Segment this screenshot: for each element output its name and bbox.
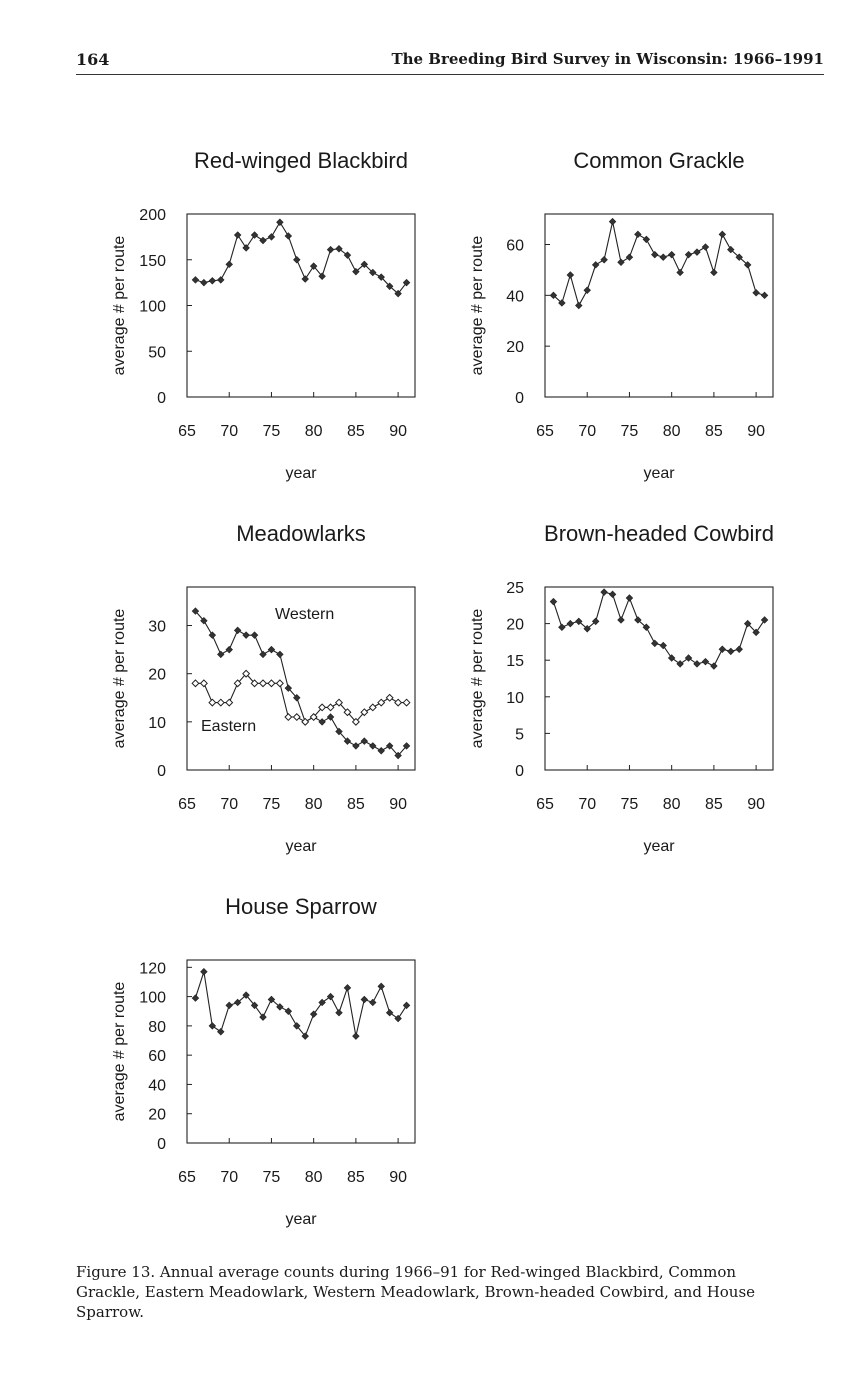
figure-caption: Figure 13. Annual average counts during 1966–91 for Red-winged Blackbird, Common Grackle, Eastern Meadowlark, Western Meadowlark, Brown-headed Cowbird, and House Sparrow. bbox=[76, 1263, 756, 1321]
data-point bbox=[711, 663, 718, 670]
page-header bbox=[76, 48, 824, 75]
x-tick-label: 80 bbox=[662, 796, 681, 813]
y-tick-label: 40 bbox=[506, 288, 524, 306]
x-tick-label: 75 bbox=[620, 423, 639, 440]
common-grackle-chart bbox=[458, 140, 798, 485]
y-tick-label: 150 bbox=[139, 252, 166, 270]
y-tick-label: 20 bbox=[148, 1106, 166, 1124]
data-point bbox=[209, 632, 216, 639]
running-head: The Breeding Bird Survey in Wisconsin: 1966–1991 bbox=[391, 50, 824, 68]
data-point bbox=[293, 714, 300, 721]
data-point bbox=[753, 289, 760, 296]
data-point bbox=[209, 1023, 216, 1030]
x-tick-label: 65 bbox=[178, 796, 196, 813]
data-point bbox=[694, 661, 701, 668]
chart-title: Red-winged Blackbird bbox=[194, 148, 408, 173]
y-tick-label: 0 bbox=[157, 763, 166, 780]
x-tick-label: 90 bbox=[389, 1169, 408, 1186]
data-point bbox=[378, 983, 385, 990]
data-point bbox=[651, 251, 658, 258]
data-point bbox=[201, 279, 208, 286]
data-point bbox=[550, 598, 557, 605]
meadowlarks-chart bbox=[100, 513, 440, 858]
data-point bbox=[277, 651, 284, 658]
data-point bbox=[685, 251, 692, 258]
y-axis-label: average # per route bbox=[111, 608, 128, 749]
data-point bbox=[192, 995, 199, 1002]
x-tick-label: 90 bbox=[747, 796, 766, 813]
x-axis-label: year bbox=[285, 1211, 317, 1228]
house-sparrow-chart bbox=[100, 886, 440, 1231]
data-point bbox=[327, 704, 334, 711]
x-tick-label: 85 bbox=[346, 796, 365, 813]
data-point bbox=[277, 219, 284, 226]
y-tick-label: 60 bbox=[148, 1048, 166, 1066]
data-point bbox=[327, 714, 334, 721]
data-point bbox=[336, 1009, 343, 1016]
data-point bbox=[260, 651, 267, 658]
x-tick-label: 90 bbox=[389, 796, 408, 813]
x-tick-label: 70 bbox=[578, 796, 597, 813]
y-tick-label: 10 bbox=[506, 689, 524, 707]
x-axis-label: year bbox=[285, 465, 317, 482]
data-point bbox=[601, 589, 608, 596]
data-point bbox=[201, 968, 208, 975]
data-point bbox=[559, 624, 566, 631]
x-tick-label: 90 bbox=[389, 423, 408, 440]
y-tick-label: 40 bbox=[148, 1077, 166, 1095]
data-point bbox=[719, 646, 726, 653]
data-point bbox=[651, 640, 658, 647]
data-point bbox=[702, 658, 709, 665]
y-tick-label: 20 bbox=[148, 666, 166, 684]
data-point bbox=[677, 269, 684, 276]
data-point bbox=[251, 232, 258, 239]
data-point bbox=[217, 1028, 224, 1035]
data-point bbox=[226, 646, 233, 653]
x-tick-label: 85 bbox=[346, 423, 365, 440]
data-point bbox=[285, 1008, 292, 1015]
data-point bbox=[268, 234, 275, 241]
data-point bbox=[243, 245, 250, 252]
data-point bbox=[226, 261, 233, 268]
y-tick-label: 60 bbox=[506, 237, 524, 255]
y-tick-label: 120 bbox=[139, 960, 166, 978]
page-number: 164 bbox=[76, 50, 110, 69]
x-tick-label: 75 bbox=[262, 1169, 281, 1186]
data-point bbox=[217, 651, 224, 658]
x-axis-label: year bbox=[643, 838, 675, 855]
data-point bbox=[386, 1009, 393, 1016]
y-axis-label: average # per route bbox=[111, 235, 128, 376]
data-point bbox=[618, 617, 625, 624]
data-point bbox=[361, 996, 368, 1003]
x-tick-label: 75 bbox=[262, 796, 281, 813]
y-tick-label: 0 bbox=[157, 390, 166, 407]
series-annotation: Western bbox=[275, 606, 335, 623]
x-axis-label: year bbox=[643, 465, 675, 482]
red-winged-blackbird-chart bbox=[100, 140, 440, 485]
data-point bbox=[609, 591, 616, 598]
y-tick-label: 0 bbox=[515, 763, 524, 780]
series-line bbox=[195, 222, 406, 293]
data-point bbox=[395, 1015, 402, 1022]
data-point bbox=[192, 277, 199, 284]
chart-title: Meadowlarks bbox=[236, 521, 366, 546]
data-point bbox=[685, 655, 692, 662]
y-axis-label: average # per route bbox=[111, 981, 128, 1122]
data-point bbox=[369, 743, 376, 750]
x-tick-label: 65 bbox=[178, 423, 196, 440]
x-axis-label: year bbox=[285, 838, 317, 855]
x-tick-label: 90 bbox=[747, 423, 766, 440]
data-point bbox=[260, 680, 267, 687]
data-point bbox=[226, 1002, 233, 1009]
data-point bbox=[386, 694, 393, 701]
plot-frame bbox=[545, 587, 773, 770]
x-tick-label: 85 bbox=[346, 1169, 365, 1186]
data-point bbox=[268, 646, 275, 653]
data-point bbox=[192, 680, 199, 687]
y-tick-label: 0 bbox=[157, 1136, 166, 1153]
x-tick-label: 80 bbox=[304, 423, 323, 440]
data-point bbox=[668, 251, 675, 258]
brown-headed-cowbird-chart bbox=[458, 513, 798, 858]
chart-title: Brown-headed Cowbird bbox=[544, 521, 774, 546]
data-point bbox=[403, 699, 410, 706]
data-point bbox=[285, 714, 292, 721]
x-tick-label: 65 bbox=[536, 796, 554, 813]
x-tick-label: 75 bbox=[262, 423, 281, 440]
data-point bbox=[277, 680, 284, 687]
x-tick-label: 80 bbox=[662, 423, 681, 440]
y-tick-label: 20 bbox=[506, 339, 524, 357]
y-tick-label: 25 bbox=[506, 580, 524, 597]
y-tick-label: 100 bbox=[139, 298, 166, 316]
data-point bbox=[668, 655, 675, 662]
data-point bbox=[327, 246, 334, 253]
chart-title: Common Grackle bbox=[573, 148, 745, 173]
data-point bbox=[761, 617, 768, 624]
data-point bbox=[302, 276, 309, 283]
data-point bbox=[319, 719, 326, 726]
data-point bbox=[201, 680, 208, 687]
data-point bbox=[719, 231, 726, 238]
data-point bbox=[209, 699, 216, 706]
x-tick-label: 70 bbox=[220, 423, 239, 440]
data-point bbox=[584, 287, 591, 294]
data-point bbox=[626, 595, 633, 602]
data-point bbox=[592, 262, 599, 269]
y-tick-label: 200 bbox=[139, 207, 166, 224]
y-axis-label: average # per route bbox=[469, 608, 486, 749]
data-point bbox=[643, 236, 650, 243]
data-point bbox=[234, 232, 241, 239]
data-point bbox=[702, 244, 709, 251]
data-point bbox=[395, 699, 402, 706]
y-axis-label: average # per route bbox=[469, 235, 486, 376]
y-tick-label: 100 bbox=[139, 989, 166, 1007]
chart-title: House Sparrow bbox=[225, 894, 377, 919]
data-point bbox=[660, 642, 667, 649]
data-point bbox=[761, 292, 768, 299]
data-point bbox=[226, 699, 233, 706]
data-point bbox=[260, 237, 267, 244]
x-tick-label: 65 bbox=[178, 1169, 196, 1186]
data-point bbox=[251, 632, 258, 639]
data-point bbox=[378, 747, 385, 754]
data-point bbox=[711, 269, 718, 276]
data-point bbox=[268, 680, 275, 687]
plot-frame bbox=[187, 214, 415, 397]
data-point bbox=[209, 277, 216, 284]
data-point bbox=[293, 256, 300, 263]
x-tick-label: 70 bbox=[578, 423, 597, 440]
data-point bbox=[626, 254, 633, 261]
data-point bbox=[567, 272, 574, 279]
data-point bbox=[369, 999, 376, 1006]
x-tick-label: 70 bbox=[220, 796, 239, 813]
data-point bbox=[575, 302, 582, 309]
data-point bbox=[609, 218, 616, 225]
data-point bbox=[727, 648, 734, 655]
series-line bbox=[195, 674, 406, 722]
y-tick-label: 0 bbox=[515, 390, 524, 407]
data-point bbox=[344, 985, 351, 992]
y-tick-label: 50 bbox=[148, 344, 166, 362]
y-tick-label: 30 bbox=[148, 618, 166, 636]
data-point bbox=[285, 233, 292, 240]
y-tick-label: 5 bbox=[515, 726, 524, 744]
y-tick-label: 80 bbox=[148, 1018, 166, 1036]
data-point bbox=[353, 1033, 360, 1040]
series-annotation: Eastern bbox=[201, 718, 257, 735]
x-tick-label: 75 bbox=[620, 796, 639, 813]
y-tick-label: 15 bbox=[506, 653, 524, 671]
x-tick-label: 85 bbox=[704, 423, 723, 440]
data-point bbox=[694, 249, 701, 256]
data-point bbox=[302, 719, 309, 726]
data-point bbox=[353, 743, 360, 750]
data-point bbox=[677, 661, 684, 668]
data-point bbox=[361, 738, 368, 745]
data-point bbox=[660, 254, 667, 261]
x-tick-label: 65 bbox=[536, 423, 554, 440]
data-point bbox=[327, 993, 334, 1000]
y-tick-label: 10 bbox=[148, 714, 166, 732]
data-point bbox=[234, 627, 241, 634]
data-point bbox=[217, 277, 224, 284]
x-tick-label: 85 bbox=[704, 796, 723, 813]
y-tick-label: 20 bbox=[506, 616, 524, 634]
data-point bbox=[567, 620, 574, 627]
data-point bbox=[601, 256, 608, 263]
x-tick-label: 80 bbox=[304, 1169, 323, 1186]
data-point bbox=[217, 699, 224, 706]
data-point bbox=[618, 259, 625, 266]
data-point bbox=[369, 704, 376, 711]
data-point bbox=[243, 632, 250, 639]
data-point bbox=[635, 231, 642, 238]
x-tick-label: 80 bbox=[304, 796, 323, 813]
data-point bbox=[378, 699, 385, 706]
x-tick-label: 70 bbox=[220, 1169, 239, 1186]
data-point bbox=[736, 646, 743, 653]
series-line bbox=[553, 222, 764, 306]
data-point bbox=[403, 1002, 410, 1009]
